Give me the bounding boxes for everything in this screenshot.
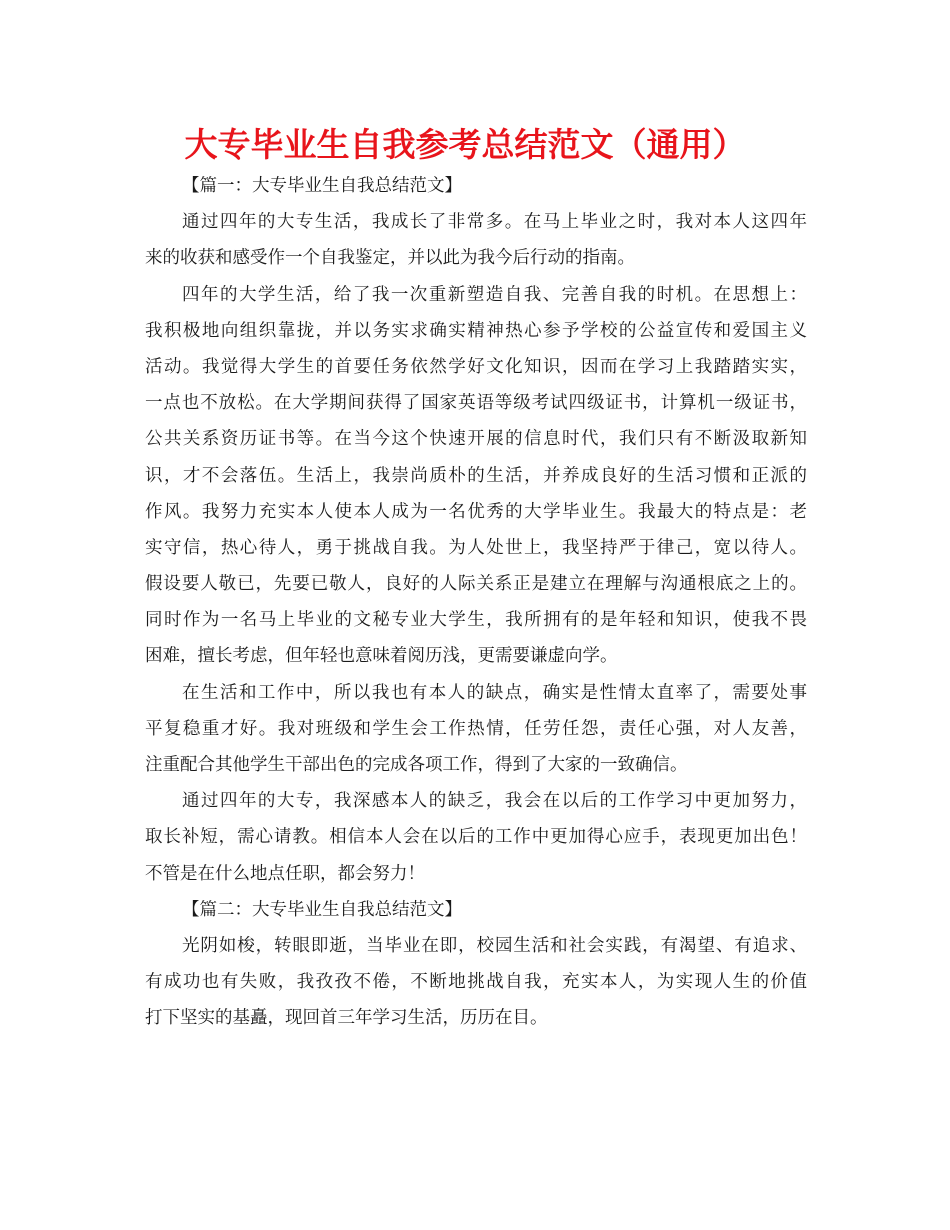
text-line: 【篇二：大专毕业生自我总结范文】 [182, 899, 462, 920]
text-line: 假设要人敬已，先要已敬人，良好的人际关系正是建立在理解与沟通根底之上的。 [145, 574, 807, 595]
text-line: 活动。我觉得大学生的首要任务依然学好文化知识，因而在学习上我踏踏实实， [145, 356, 807, 377]
text-line: 我积极地向组织靠拢，并以务实求确实精神热心参予学校的公益宣传和爱国主义 [145, 320, 807, 341]
text-line: 通过四年的大专，我深感本人的缺乏，我会在以后的工作学习中更加努力， [182, 791, 807, 812]
text-line: 注重配合其他学生干部出色的完成各项工作，得到了大家的一致确信。 [145, 755, 688, 775]
text-line: 打下坚实的基矗，现回首三年学习生活，历历在目。 [145, 1008, 548, 1029]
text-line: 来的收获和感受作一个自我鉴定，并以此为我今后行动的指南。 [145, 248, 635, 269]
text-line: 光阴如梭，转眼即逝，当毕业在即，校园生活和社会实践，有渴望、有追求、 [182, 935, 807, 956]
text-line: 一点也不放松。在大学期间获得了国家英语等级考试四级证书，计算机一级证书， [145, 393, 807, 414]
text-line: 取长补短，需心请教。相信本人会在以后的工作中更加得心应手，表现更加出色！ [145, 827, 807, 848]
text-line: 在生活和工作中，所以我也有本人的缺点，确实是性情太直率了，需要处事 [182, 682, 807, 703]
text-line: 作风。我努力充实本人使本人成为一名优秀的大学毕业生。我最大的特点是：老 [145, 501, 807, 522]
text-line: 四年的大学生活，给了我一次重新塑造自我、完善自我的时机。在思想上： [182, 284, 807, 305]
text-line: 困难，擅长考虑，但年轻也意味着阅历浅，更需要谦虚向学。 [145, 646, 618, 667]
text-line: 不管是在什么地点任职，都会努力！ [145, 863, 425, 884]
text-line: 公共关系资历证书等。在当今这个快速开展的信息时代，我们只有不断汲取新知 [145, 429, 807, 450]
document-title: 大专毕业生自我参考总结范文（通用） [184, 125, 746, 164]
document-body [145, 168, 807, 1037]
text-line: 有成功也有失败，我孜孜不倦，不断地挑战自我，充实本人，为实现人生的价值 [145, 972, 807, 993]
text-line: 通过四年的大专生活，我成长了非常多。在马上毕业之时，我对本人这四年 [182, 212, 807, 233]
text-line: 【篇一：大专毕业生自我总结范文】 [182, 176, 462, 196]
text-line: 平复稳重才好。我对班级和学生会工作热情，任劳任怨，责任心强，对人友善， [145, 718, 807, 739]
text-line: 实守信，热心待人，勇于挑战自我。为人处世上，我坚持严于律己，宽以待人。 [145, 537, 807, 558]
text-line: 同时作为一名马上毕业的文秘专业大学生，我所拥有的是年轻和知识，使我不畏 [145, 610, 807, 631]
text-line: 识，才不会落伍。生活上，我崇尚质朴的生活，并养成良好的生活习惯和正派的 [145, 465, 807, 486]
